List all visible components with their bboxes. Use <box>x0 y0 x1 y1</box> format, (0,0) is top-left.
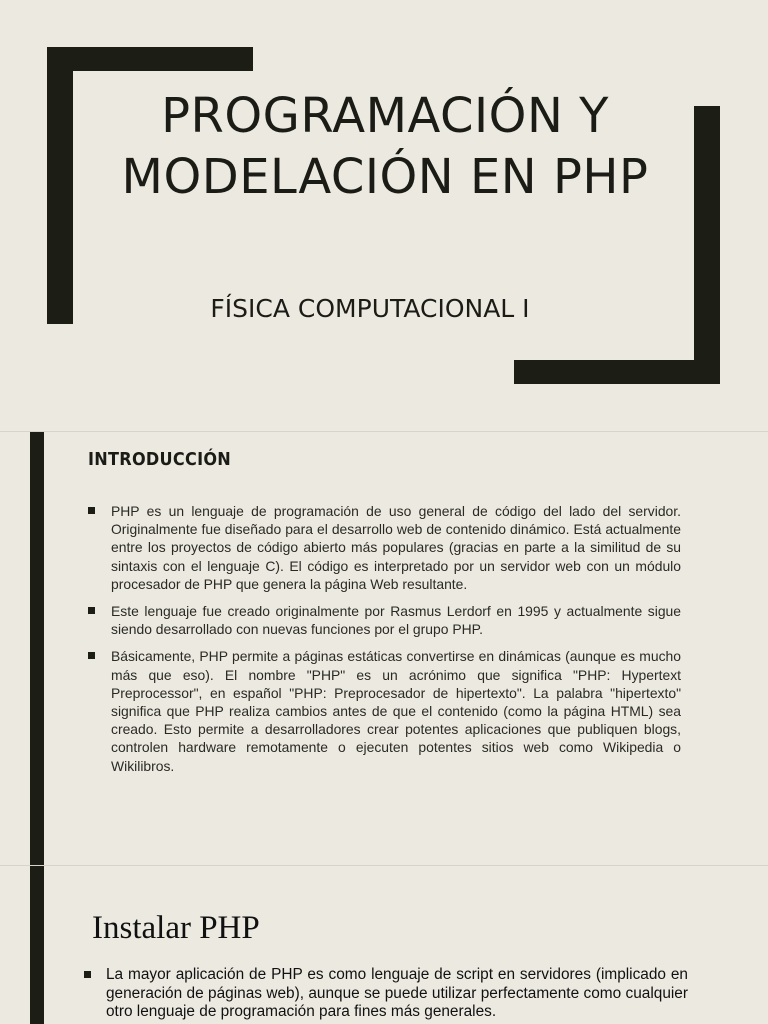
bullet-text: Básicamente, PHP permite a páginas estáticas convertirse en dinámicas (aunque es mucho más que eso). El nombre "PHP" es un acrónimo que significa "PHP: Hypertext Preprocessor", en español "PHP: Preprocesador de hipertexto". La palabra "hipertexto" significa que PHP realiza cambios antes de que el contenido (como la página HTML) sea creado. Esto permite a desarrolladores crear potentes aplicaciones que publiquen blogs, controlen hardware remotamente o ejecuten potentes sitios web como Wikipedia o Wikilibros. <box>111 648 681 774</box>
left-accent-bar <box>30 866 44 1024</box>
bullet-list <box>88 502 681 784</box>
bullet-square-icon <box>88 507 95 514</box>
install-slide <box>0 866 768 1024</box>
bullet-square-icon <box>88 652 95 659</box>
bullet-text: PHP es un lenguaje de programación de uso general de código del lado del servidor. Originalmente fue diseñado para el desarrollo web de contenido dinámico. Está actualmente entre los proyectos de código abierto más populares (gracias en parte a la similitud de su sintaxis con el lenguaje C). El código es interpretado por un servidor web con un módulo procesador de PHP que genera la página Web resultante. <box>111 503 681 592</box>
intro-slide <box>0 432 768 865</box>
list-item <box>88 502 681 593</box>
top-left-bracket-horizontal <box>47 47 253 71</box>
section-heading: Instalar PHP <box>92 910 260 946</box>
bottom-right-bracket-horizontal <box>514 360 720 384</box>
bullet-text: La mayor aplicación de PHP es como lenguaje de script en servidores (implicado en generación de páginas web), aunque se puede utilizar perfectamente como cualquier otro lenguaje de programación para fines más generales. <box>106 966 688 1020</box>
title-slide <box>0 0 768 431</box>
slide-subtitle: FÍSICA COMPUTACIONAL I <box>210 294 530 323</box>
bullet-text: Este lenguaje fue creado originalmente por Rasmus Lerdorf en 1995 y actualmente sigue siendo desarrollado con nuevas funciones por el grupo PHP. <box>111 603 681 638</box>
bullet-square-icon <box>84 971 91 978</box>
list-item <box>84 966 688 1022</box>
bullet-list <box>84 966 688 1022</box>
left-accent-bar <box>30 432 44 865</box>
slide-title: PROGRAMACIÓN Y MODELACIÓN EN PHP <box>121 88 649 205</box>
section-heading: INTRODUCCIÓN <box>88 450 232 470</box>
top-left-bracket-vertical <box>47 47 73 324</box>
bullet-square-icon <box>88 607 95 614</box>
list-item <box>88 647 681 774</box>
list-item <box>88 602 681 638</box>
bottom-right-bracket-vertical <box>694 106 720 384</box>
